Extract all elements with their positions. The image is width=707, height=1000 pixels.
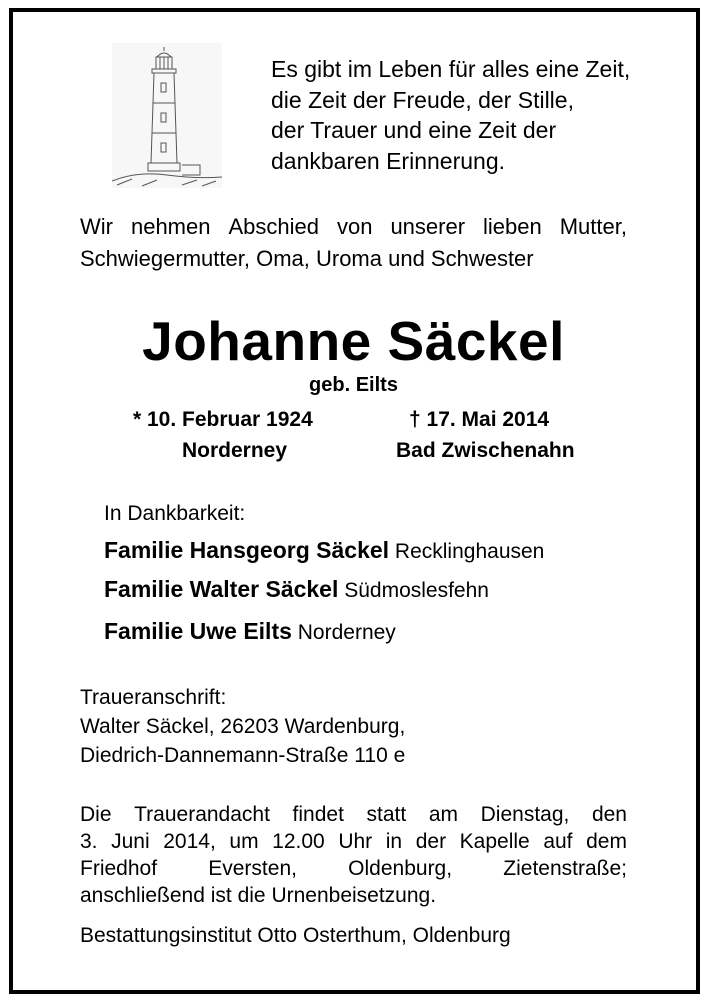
word: Kapelle [459, 830, 530, 853]
family-name: Familie Walter Säckel [104, 576, 339, 602]
service-line-4: anschließend ist die Urnenbeisetzung. [80, 884, 437, 907]
word: Mutter, [559, 214, 627, 239]
word: am [428, 803, 459, 826]
word: in [385, 830, 403, 853]
intro-line-1 [80, 211, 627, 243]
family-name: Familie Uwe Eilts [104, 618, 292, 644]
word: lieben [483, 214, 542, 239]
word: 12.00 [272, 830, 325, 853]
family-place: Norderney [297, 621, 396, 644]
word: Uhr [338, 830, 373, 853]
intro-line-2: Schwiegermutter, Oma, Uroma und Schwester [80, 246, 534, 271]
family-entry [104, 537, 544, 564]
word: Eversten, [208, 857, 297, 880]
word: Die [80, 803, 112, 826]
address-line: Diedrich-Dannemann-Straße 110 e [80, 744, 406, 767]
service-line-2 [80, 828, 627, 855]
word: Dienstag, [480, 803, 570, 826]
death-place: Bad Zwischenahn [396, 439, 575, 462]
word: dem [586, 830, 627, 853]
address-line: Walter Säckel, 26203 Wardenburg, [80, 715, 406, 738]
word: statt [366, 803, 407, 826]
deceased-name: Johanne Säckel [142, 310, 565, 372]
funeral-home: Bestattungsinstitut Otto Osterthum, Oldenburg [80, 924, 511, 947]
address-heading: Traueranschrift: [80, 686, 227, 709]
birth-place: Norderney [182, 439, 288, 462]
mourning-address [80, 683, 405, 770]
family-entry [104, 576, 489, 603]
poem [271, 54, 630, 176]
poem-line: die Zeit der Freude, der Stille, [271, 86, 574, 113]
family-entry [104, 618, 396, 645]
poem-line: dankbaren Erinnerung. [271, 147, 505, 174]
family-name: Familie Hansgeorg Säckel [104, 537, 390, 563]
family-place: Recklinghausen [394, 540, 545, 563]
word: 3. [80, 830, 98, 853]
poem-line: Es gibt im Leben für alles eine Zeit, [271, 56, 631, 82]
word: findet [292, 803, 344, 826]
birth-name: geb. Eilts [309, 374, 398, 396]
word: Oldenburg, [348, 857, 453, 880]
word: der [415, 830, 447, 853]
service-line-3 [80, 855, 627, 882]
word: Juni [111, 830, 150, 853]
word: von [336, 214, 373, 239]
death-date: † 17. Mai 2014 [409, 408, 550, 431]
word: Trauerandacht [134, 803, 270, 826]
birth-date: * 10. Februar 1924 [133, 408, 313, 431]
word: Zietenstraße; [503, 857, 627, 880]
service-info [80, 801, 627, 909]
word: nehmen [130, 214, 211, 239]
word: Wir [80, 214, 113, 239]
lighthouse-illustration [112, 43, 222, 188]
service-line-1 [80, 801, 627, 828]
word: Abschied [228, 214, 319, 239]
intro-text [80, 211, 627, 275]
word: 2014, [163, 830, 216, 853]
word: Friedhof [80, 857, 158, 880]
word: den [591, 803, 627, 826]
word: unserer [390, 214, 466, 239]
word: um [229, 830, 259, 853]
family-place: Südmoslesfehn [344, 579, 489, 602]
mourners-heading: In Dankbarkeit: [104, 502, 246, 525]
word: auf [543, 830, 573, 853]
poem-line: der Trauer und eine Zeit der [271, 117, 557, 143]
